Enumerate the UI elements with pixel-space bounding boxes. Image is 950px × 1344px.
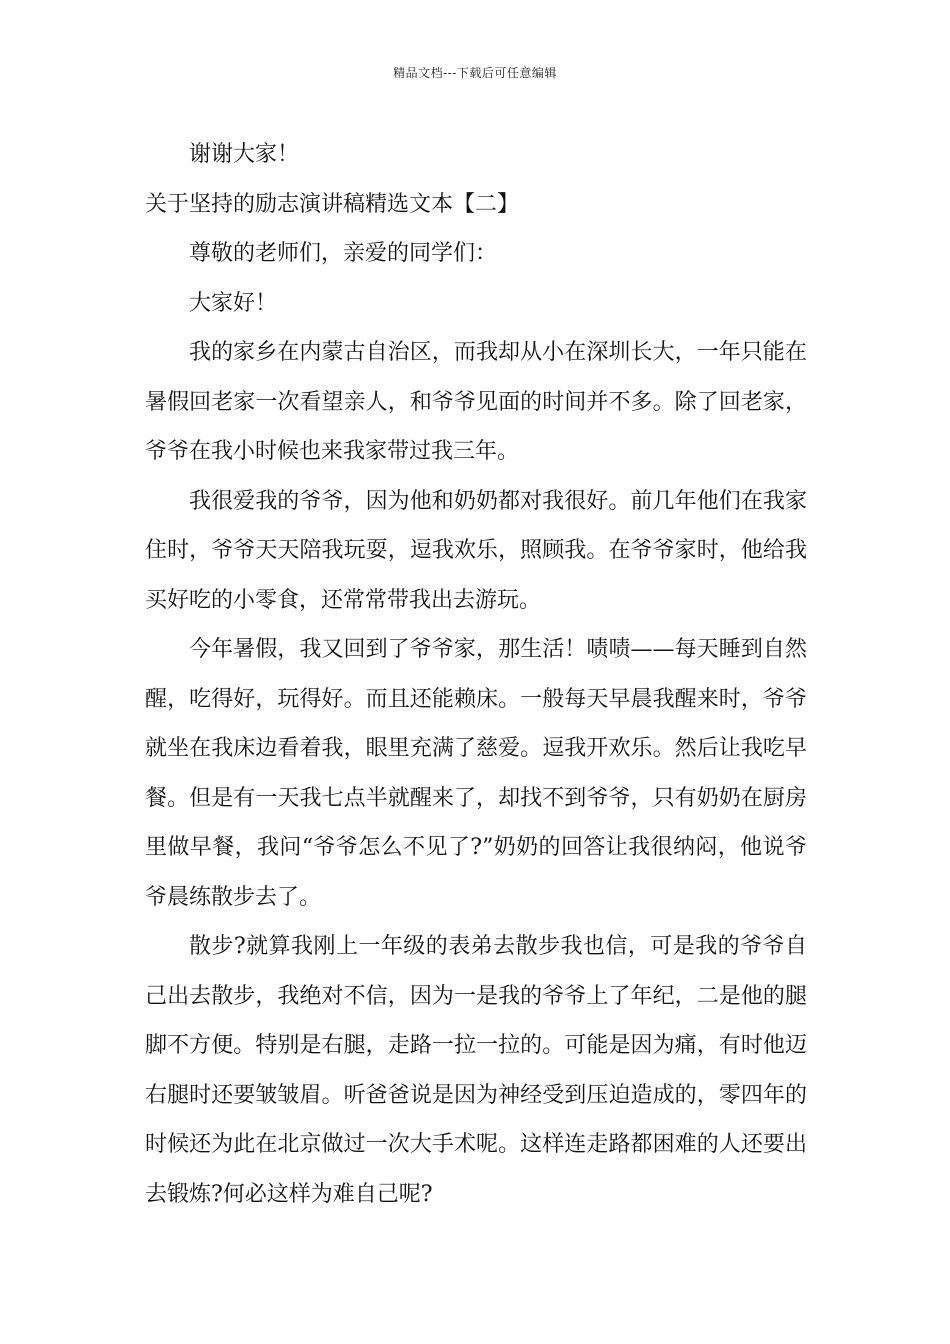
paragraph-closing-thanks: 谢谢大家！ [189, 142, 300, 167]
paragraph-summer-vacation: 今年暑假，我又回到了爷爷家，那生活！啧啧——每天睡到自然醒，吃得好，玩得好。而且还能赖床。一般每天早晨我醒来时，爷爷就坐在我床边看着我，眼里充满了慈爱。逗我开欢乐。然后让我吃早餐。但是有一天我七点半就醒来了，却找不到爷爷，只有奶奶在厨房里做早餐，我问“爷爷怎么不见了?”奶奶的回答让我很纳闷，他说爷爷晨练散步去了。 [145, 637, 807, 910]
section-heading: 关于坚持的励志演讲稿精选文本【二】 [145, 191, 520, 217]
page-header: 精品文档---下载后可任意编辑 [393, 66, 557, 80]
paragraph-greeting: 大家好！ [189, 290, 278, 316]
paragraph-love-grandpa: 我很爱我的爷爷，因为他和奶奶都对我很好。前几年他们在我家住时，爷爷天天陪我玩耍，逗我欢乐，照顾我。在爷爷家时，他给我买好吃的小零食，还常常带我出去游玩。 [145, 488, 807, 613]
document-body [145, 130, 807, 1219]
paragraph-walking: 散步?就算我刚上一年级的表弟去散步我也信，可是我的爷爷自己出去散步，我绝对不信，因为一是我的爷爷上了年纪，二是他的腿脚不方便。特别是右腿，走路一拉一拉的。可能是因为痛，有时他迈右腿时还要皱皱眉。听爸爸说是因为神经受到压迫造成的，零四年的时候还为此在北京做过一次大手术呢。这样连走路都困难的人还要出去锻炼?何必这样为难自己呢? [145, 934, 807, 1207]
paragraph-salutation: 尊敬的老师们，亲爱的同学们： [189, 241, 498, 266]
paragraph-hometown: 我的家乡在内蒙古自治区，而我却从小在深圳长大，一年只能在暑假回老家一次看望亲人，和爷爷见面的时间并不多。除了回老家，爷爷在我小时候也来我家带过我三年。 [145, 340, 807, 464]
